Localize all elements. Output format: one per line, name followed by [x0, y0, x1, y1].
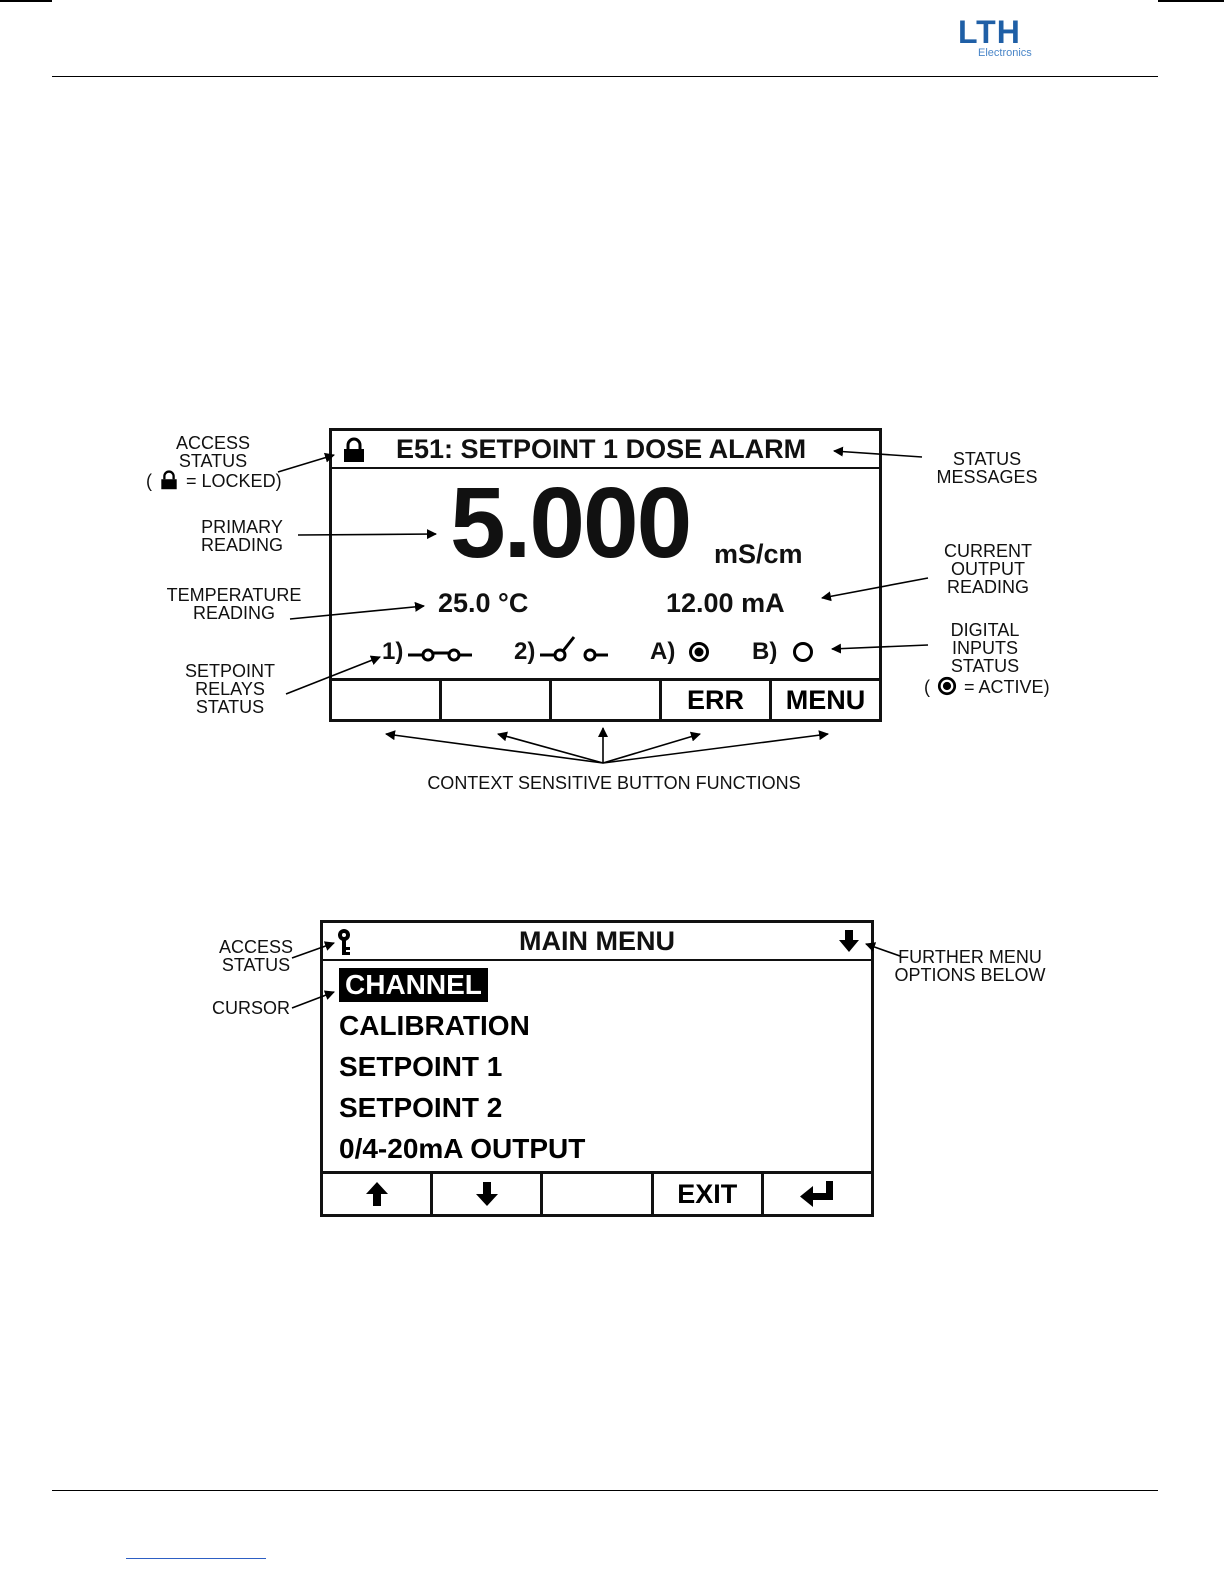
up-arrow-icon: [366, 1182, 388, 1206]
menu-item-calibration[interactable]: CALIBRATION: [339, 1010, 530, 1041]
softkey-exit[interactable]: EXIT: [654, 1174, 764, 1214]
softkey-blank[interactable]: [543, 1174, 653, 1214]
active-note-text: = ACTIVE): [964, 677, 1050, 697]
logo-main-text: LTH: [958, 14, 1021, 50]
menu-item-output[interactable]: 0/4-20mA OUTPUT: [339, 1133, 586, 1164]
paren-open: (: [146, 471, 152, 491]
label-temp-line2: READING: [192, 603, 275, 623]
label-access2-line1: ACCESS: [218, 937, 294, 957]
label-access-line2: STATUS: [178, 451, 248, 471]
label-access2-line2: STATUS: [221, 955, 291, 975]
label-current-line1: CURRENT: [944, 541, 1032, 561]
label-primary-line1: PRIMARY: [201, 517, 283, 537]
input-a-label: A): [650, 638, 676, 665]
label-current-line2: OUTPUT: [951, 559, 1025, 579]
label-cursor: CURSOR: [211, 998, 290, 1018]
paren-open-2: (: [924, 677, 930, 697]
locked-note-text: = LOCKED): [186, 471, 282, 491]
softkey-down[interactable]: [433, 1174, 543, 1214]
primary-reading-value: 5.000: [450, 467, 691, 579]
relay-1-label: 1): [382, 638, 404, 665]
diagram2-arrows: [0, 900, 1224, 1040]
menu-item-channel[interactable]: CHANNEL: [339, 968, 488, 1002]
label-setpoint-line2: RELAYS: [195, 679, 265, 699]
softkey-enter[interactable]: [764, 1174, 871, 1214]
current-output-value: 12.00 mA: [666, 588, 785, 618]
footer-link-underline: [126, 1558, 266, 1559]
relay-2-label: 2): [514, 638, 536, 665]
softkey-err[interactable]: ERR: [662, 681, 772, 719]
down-arrow-icon: [476, 1182, 498, 1206]
logo-sub-text: Electronics: [978, 47, 1032, 59]
label-current-line3: READING: [946, 577, 1029, 597]
footer-rule: [52, 1490, 1158, 1491]
label-status-line1: STATUS: [952, 449, 1022, 469]
menu-softkey-bar: [323, 1171, 871, 1214]
temperature-value: 25.0 °C: [438, 588, 529, 618]
softkey-up[interactable]: [323, 1174, 433, 1214]
label-temp-line1: TEMPERATURE: [166, 585, 302, 605]
label-setpoint-line1: SETPOINT: [184, 661, 275, 681]
label-further-line2: OPTIONS BELOW: [894, 965, 1046, 985]
primary-reading-unit: mS/cm: [714, 539, 803, 569]
menu-title: MAIN MENU: [519, 926, 675, 956]
label-digital-line1: DIGITAL: [950, 620, 1020, 640]
label-status-line2: MESSAGES: [936, 467, 1038, 487]
input-b-label: B): [752, 638, 778, 665]
enter-icon: [800, 1181, 834, 1207]
label-access-line1: ACCESS: [175, 433, 251, 453]
label-setpoint-line3: STATUS: [195, 697, 265, 717]
label-further-line1: FURTHER MENU: [898, 947, 1042, 967]
menu-item-setpoint-1[interactable]: SETPOINT 1: [339, 1051, 503, 1082]
label-context-buttons: CONTEXT SENSITIVE BUTTON FUNCTIONS: [427, 773, 801, 793]
menu-item-setpoint-2[interactable]: SETPOINT 2: [339, 1092, 503, 1123]
label-digital-line2: INPUTS: [951, 638, 1018, 658]
label-primary-line2: READING: [200, 535, 283, 555]
label-digital-line3: STATUS: [950, 656, 1020, 676]
status-message: E51: SETPOINT 1 DOSE ALARM: [396, 434, 807, 464]
softkey-menu[interactable]: MENU: [785, 684, 866, 715]
